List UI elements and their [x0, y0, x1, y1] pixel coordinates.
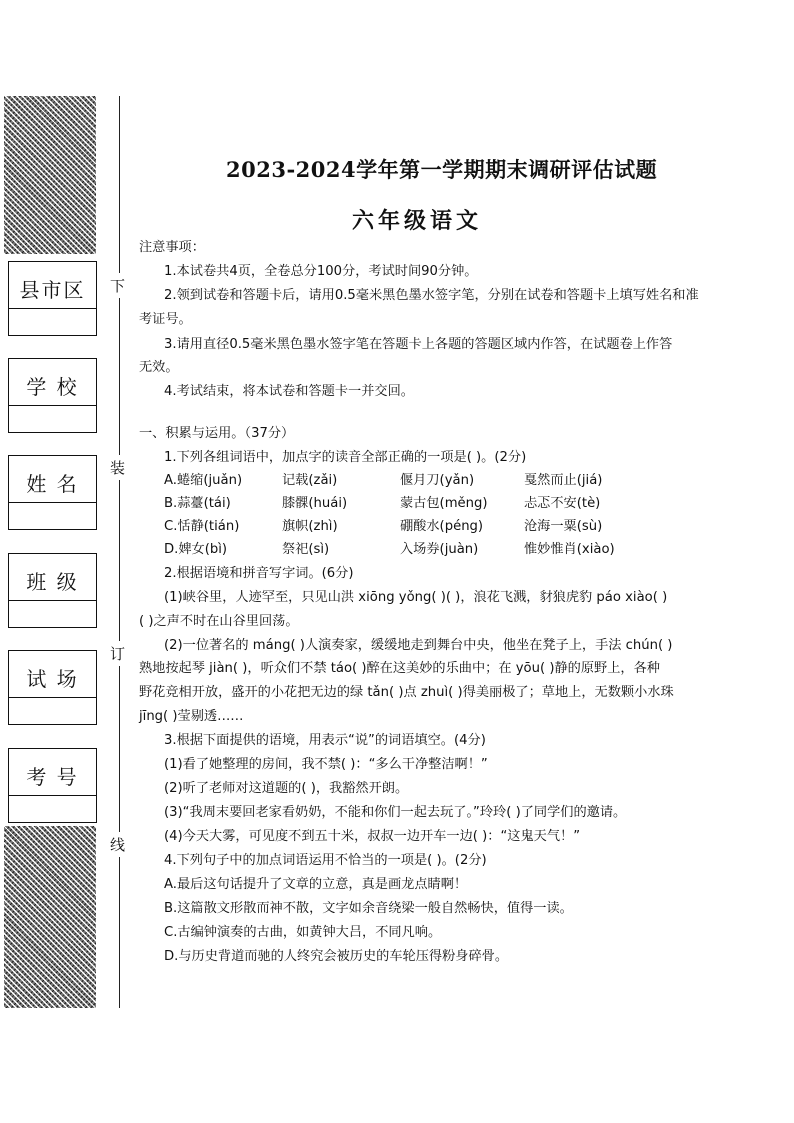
section-heading: 一、积累与运用。（37分）	[139, 426, 295, 441]
option-cell: 蒙古包(měng)	[400, 496, 488, 511]
option-cell: A.蜷缩(juǎn)	[164, 473, 243, 488]
option-cell: 膝髁(huái)	[282, 496, 348, 511]
binding-char: 下	[110, 273, 125, 298]
field-label: 试 场	[26, 667, 79, 691]
question-stem: 1.下列各组词语中，加点字的读音全部正确的一项是( )。(2分)	[164, 450, 527, 465]
option-cell: 祭祀(sì)	[282, 542, 330, 557]
option-line: D.与历史背道而驰的人终究会被历史的车轮压得粉身碎骨。	[164, 949, 509, 964]
exam-subtitle: 六年级语文	[351, 208, 482, 234]
binding-char: 订	[110, 641, 125, 666]
question-line: 熟地按起琴 jiàn( )，听众们不禁 táo( )醉在这美妙的乐曲中；在 yōu( )静的原野上，各种	[139, 661, 660, 676]
note-item: 4.考试结束，将本试卷和答题卡一并交回。	[164, 384, 414, 399]
field-label: 县市区	[19, 278, 86, 302]
field-exam-room	[8, 650, 97, 725]
option-line: A.最后这句话提升了文章的立意，真是画龙点睛啊！	[164, 877, 468, 892]
note-item: 无效。	[139, 360, 179, 375]
question-stem: 4.下列句子中的加点词语运用不恰当的一项是( )。(2分)	[164, 853, 487, 868]
option-cell: 硼酸水(péng)	[400, 519, 484, 534]
note-item: 1.本试卷共4页，全卷总分100分，考试时间90分钟。	[164, 264, 478, 279]
field-label: 班 级	[26, 570, 79, 594]
option-cell: 沧海一粟(sù)	[524, 519, 603, 534]
field-exam-number	[8, 748, 97, 823]
option-cell: 偃月刀(yǎn)	[400, 473, 475, 488]
option-cell: B.蒜薹(tái)	[164, 496, 231, 511]
question-stem: 3.根据下面提供的语境，用表示“说”的词语填空。(4分)	[164, 733, 486, 748]
option-cell: 入场券(juàn)	[400, 542, 479, 557]
option-line: C.古编钟演奏的古曲，如黄钟大吕，不同凡响。	[164, 925, 442, 940]
option-cell: D.婢女(bì)	[164, 542, 228, 557]
option-cell: 记载(zǎi)	[282, 473, 338, 488]
question-line: (2)听了老师对这道题的( )，我豁然开朗。	[164, 781, 409, 796]
field-county	[8, 261, 97, 336]
field-label: 考 号	[26, 765, 79, 789]
field-underline	[9, 502, 96, 503]
option-cell: 惟妙惟肖(xiào)	[524, 542, 615, 557]
field-underline	[9, 795, 96, 796]
field-label: 学 校	[26, 375, 79, 399]
question-line: (1)看了她整理的房间，我不禁( )：“多么干净整洁啊！”	[164, 757, 488, 772]
field-name	[8, 455, 97, 530]
option-cell: 戛然而止(jiá)	[524, 473, 603, 488]
option-cell: C.恬静(tián)	[164, 519, 240, 534]
field-class	[8, 553, 97, 628]
note-item: 3.请用直径0.5毫米黑色墨水签字笔在答题卡上各题的答题区域内作答，在试题卷上作答	[164, 337, 673, 352]
question-line: jīng( )莹剔透……	[139, 709, 244, 724]
question-line: (4)今天大雾，可见度不到五十米，叔叔一边开车一边( )：“这鬼天气！”	[164, 829, 581, 844]
field-underline	[9, 600, 96, 601]
field-school	[8, 358, 97, 433]
field-underline	[9, 697, 96, 698]
note-item: 考证号。	[139, 312, 192, 327]
field-underline	[9, 405, 96, 406]
binding-char: 装	[110, 455, 125, 480]
option-cell: 忐忑不安(tè)	[524, 496, 601, 511]
field-label: 姓 名	[26, 472, 79, 496]
question-line: ( )之声不时在山谷里回荡。	[139, 614, 299, 629]
option-line: B.这篇散文形散而神不散，文字如余音绕梁一般自然畅快，值得一读。	[164, 901, 573, 916]
option-cell: 旗帜(zhì)	[282, 519, 338, 534]
notes-heading: 注意事项：	[139, 240, 205, 255]
field-underline	[9, 308, 96, 309]
question-line: (2)一位著名的 máng( )人演奏家，缓缓地走到舞台中央，他坐在凳子上，手法 chún( )	[164, 638, 673, 653]
question-line: 野花竞相开放，盛开的小花把无边的绿 tǎn( )点 zhuì( )得美丽极了；草地上，无数颗小水珠	[139, 685, 674, 700]
binding-char: 线	[110, 832, 125, 857]
question-line: (3)“我周末要回老家看奶奶，不能和你们一起去玩了。”玲玲( )了同学们的邀请。	[164, 805, 627, 820]
note-item: 2.领到试卷和答题卡后，请用0.5毫米黑色墨水签字笔，分别在试卷和答题卡上填写姓名和准	[164, 288, 699, 303]
decorative-pattern-bottom	[4, 826, 96, 1008]
exam-title: 2023-2024学年第一学期期末调研评估试题	[226, 157, 658, 182]
question-stem: 2.根据语境和拼音写字词。(6分)	[164, 566, 354, 581]
question-line: (1)峡谷里，人迹罕至，只见山洪 xiōng yǒng( )( )，浪花飞溅，豺狼虎豹 páo xiào( )	[164, 590, 668, 605]
